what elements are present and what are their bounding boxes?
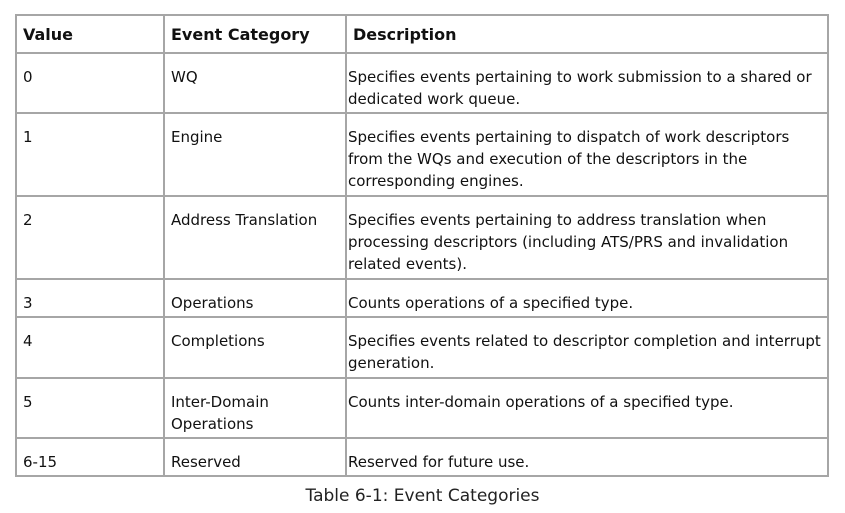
cell-category: Completions [164,317,346,378]
header-value: Value [16,15,164,53]
cell-category: Operations [164,279,346,317]
cell-category: Reserved [164,438,346,476]
header-event-category: Event Category [164,15,346,53]
cell-description: Specifies events pertaining to work submission to a shared or dedicated work queue. [346,53,828,113]
table-row [16,378,828,438]
cell-category: Address Translation [164,196,346,279]
cell-value: 2 [16,196,164,279]
table-row [16,438,828,476]
cell-value: 0 [16,53,164,113]
cell-category: Inter-Domain Operations [164,378,346,438]
cell-description: Counts inter-domain operations of a specified type. [346,378,828,438]
table-caption: Table 6-1: Event Categories [305,486,540,506]
table-row [16,53,828,113]
table-row [16,196,828,279]
cell-description: Reserved for future use. [346,438,828,476]
table-row [16,113,828,196]
event-categories-table [15,14,829,477]
cell-value: 5 [16,378,164,438]
cell-description: Specifies events pertaining to address translation when processing descriptors (including ATS/PRS and invalidation related events). [346,196,828,279]
cell-value: 6-15 [16,438,164,476]
header-description: Description [346,15,828,53]
cell-description: Specifies events pertaining to dispatch of work descriptors from the WQs and execution of the descriptors in the corresponding engines. [346,113,828,196]
cell-description: Specifies events related to descriptor completion and interrupt generation. [346,317,828,378]
cell-description: Counts operations of a specified type. [346,279,828,317]
cell-value: 4 [16,317,164,378]
table-row [16,317,828,378]
table-row [16,279,828,317]
cell-value: 1 [16,113,164,196]
cell-category: WQ [164,53,346,113]
cell-category: Engine [164,113,346,196]
cell-value: 3 [16,279,164,317]
table-header-row [16,15,828,53]
